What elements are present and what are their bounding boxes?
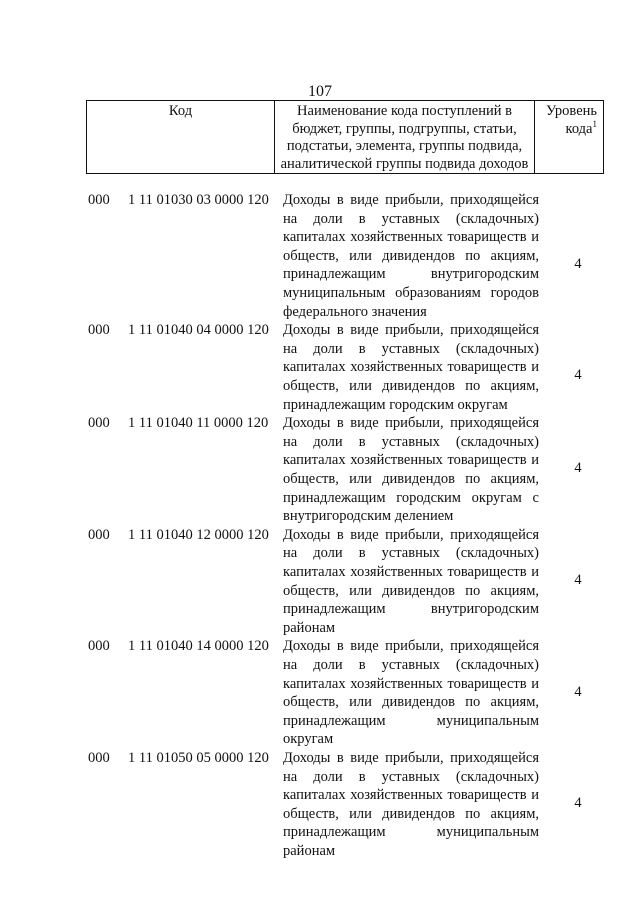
header-level-line2: кода: [565, 120, 593, 137]
code-prefix: 000: [88, 415, 110, 432]
header-name-line: Наименование кода поступлений в: [297, 103, 512, 119]
revenue-name-line: Доходы в виде прибыли, приходящейся: [283, 638, 539, 655]
revenue-name-line: обществ, или дивидендов по акциям,: [283, 805, 539, 822]
revenue-name-line: на доли в уставных (складочных): [283, 210, 539, 227]
revenue-name-line: на доли в уставных (складочных): [283, 340, 539, 357]
revenue-name-line: принадлежащим муниципальным: [283, 824, 539, 841]
revenue-name-line: Доходы в виде прибыли, приходящейся: [283, 526, 539, 543]
revenue-name-line: капиталах хозяйственных товариществ и: [283, 229, 539, 246]
revenue-name-line: капиталах хозяйственных товариществ и: [283, 359, 539, 376]
revenue-name-line: на доли в уставных (складочных): [283, 433, 539, 450]
revenue-name-line: Доходы в виде прибыли, приходящейся: [283, 415, 539, 432]
header-name-line: аналитической группы подвида доходов: [280, 155, 529, 172]
revenue-name-line: обществ, или дивидендов по акциям,: [283, 694, 539, 711]
revenue-code: 1 11 01040 12 0000 120: [128, 526, 269, 543]
code-level: 4: [574, 255, 582, 272]
revenue-name: [283, 637, 539, 749]
revenue-name-line: капиталах хозяйственных товариществ и: [283, 452, 539, 469]
revenue-code: 1 11 01040 14 0000 120: [128, 638, 269, 655]
code-level: 4: [574, 683, 582, 700]
revenue-name-line: обществ, или дивидендов по акциям,: [283, 377, 539, 394]
revenue-name-line: муниципальным образованиям городов: [283, 284, 539, 301]
code-prefix: 000: [88, 526, 110, 543]
header-name-line: подстатьи, элемента, группы подвида,: [286, 138, 523, 155]
revenue-name-line: на доли в уставных (складочных): [283, 656, 539, 673]
revenue-name-line: принадлежащим внутригородским: [283, 601, 539, 618]
footnote-marker: 1: [592, 118, 597, 129]
revenue-code: 1 11 01040 11 0000 120: [128, 415, 269, 432]
code-prefix: 000: [88, 750, 110, 766]
revenue-name-line: Доходы в виде прибыли, приходящейся: [283, 750, 539, 766]
code-level: 4: [574, 571, 582, 588]
code-prefix: 000: [88, 322, 110, 339]
revenue-name-line: капиталах хозяйственных товариществ и: [283, 675, 539, 692]
page-number: 107: [308, 83, 332, 100]
revenue-name-line: районам: [283, 842, 336, 859]
header-level-line1: Уровень: [545, 103, 597, 119]
revenue-name-line: принадлежащим городским округам с: [283, 489, 539, 506]
revenue-name-line: федерального значения: [283, 303, 427, 320]
revenue-name-line: принадлежащим муниципальным: [283, 712, 539, 729]
revenue-code: 1 11 01030 03 0000 120: [128, 192, 269, 208]
revenue-name-line: принадлежащим внутригородским: [283, 266, 539, 283]
revenue-name-line: обществ, или дивидендов по акциям,: [283, 582, 539, 599]
code-level: 4: [574, 795, 582, 812]
revenue-name: [283, 414, 539, 526]
revenue-name: [283, 321, 539, 414]
revenue-name-line: округам: [283, 731, 334, 748]
revenue-name-line: принадлежащим городским округам: [283, 396, 508, 413]
header-name-line: бюджет, группы, подгруппы, статьи,: [292, 120, 517, 137]
revenue-name: [283, 526, 539, 638]
code-prefix: 000: [88, 638, 110, 655]
revenue-name-line: на доли в уставных (складочных): [283, 545, 539, 562]
revenue-code: 1 11 01040 04 0000 120: [128, 322, 269, 339]
revenue-name-line: Доходы в виде прибыли, приходящейся: [283, 322, 539, 339]
revenue-name: [283, 749, 539, 861]
revenue-name: [283, 191, 539, 321]
revenue-code: 1 11 01050 05 0000 120: [128, 750, 269, 766]
revenue-name-line: на доли в уставных (складочных): [283, 768, 539, 785]
header-code-label: Код: [168, 103, 193, 119]
revenue-name-line: районам: [283, 619, 336, 636]
code-prefix: 000: [88, 192, 110, 208]
revenue-name-line: обществ, или дивидендов по акциям,: [283, 470, 539, 487]
revenue-name-line: капиталах хозяйственных товариществ и: [283, 787, 539, 804]
code-level: 4: [574, 367, 582, 384]
code-level: 4: [574, 460, 582, 477]
revenue-name-line: внутригородским делением: [283, 508, 454, 525]
revenue-name-line: Доходы в виде прибыли, приходящейся: [283, 192, 539, 208]
revenue-name-line: обществ, или дивидендов по акциям,: [283, 247, 539, 264]
revenue-name-line: капиталах хозяйственных товариществ и: [283, 563, 539, 580]
